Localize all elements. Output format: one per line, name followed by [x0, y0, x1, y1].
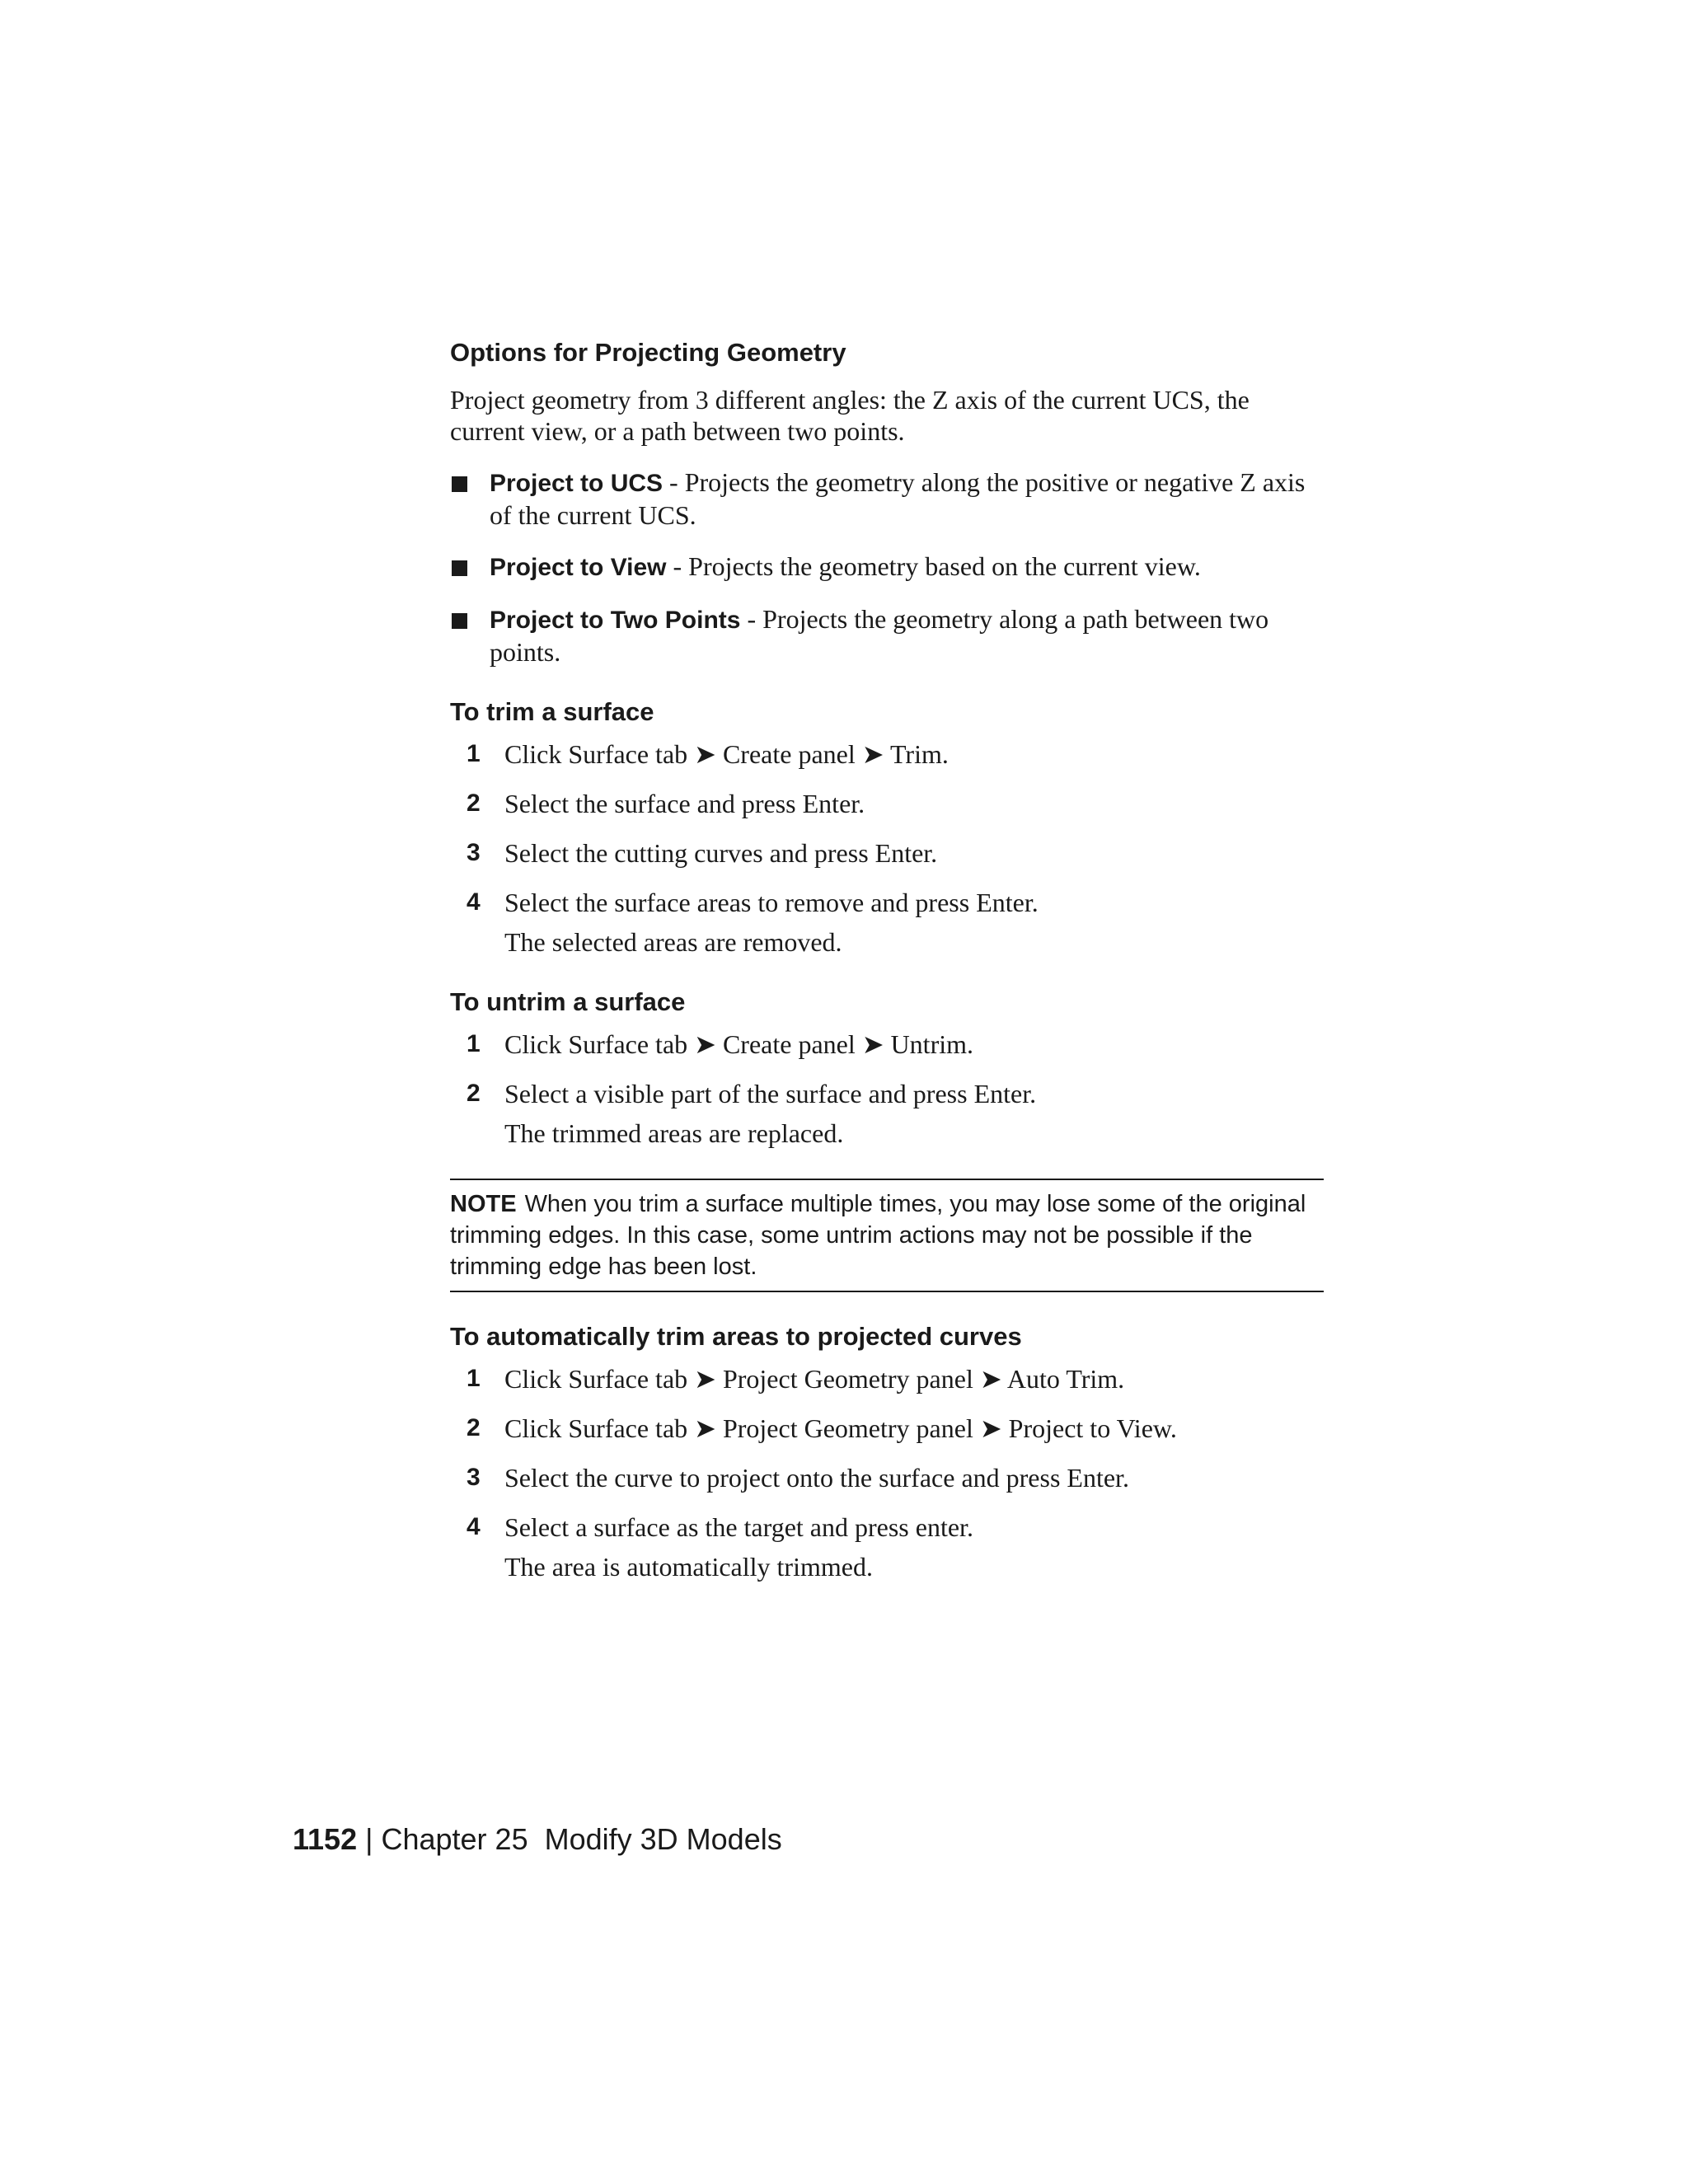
bullet-text: Projects the geometry based on the current view.	[688, 551, 1201, 581]
step-item	[450, 1078, 1324, 1149]
step-item	[450, 738, 1324, 770]
bullet-term: Project to UCS	[490, 470, 663, 497]
projecting-bullet-list	[450, 466, 1324, 668]
trim-heading: To trim a surface	[450, 697, 654, 726]
step-text: Select the surface and press Enter.	[504, 789, 865, 818]
step-number: 1	[467, 1030, 481, 1057]
step-item	[450, 837, 1324, 869]
step-item	[450, 1029, 1324, 1060]
bullet-term: Project to Two Points	[490, 607, 741, 634]
autotrim-section	[450, 1320, 1324, 1582]
square-bullet-icon	[452, 560, 467, 576]
square-bullet-icon	[452, 613, 467, 629]
step-text: Select the curve to project onto the surface and press Enter.	[504, 1463, 1129, 1493]
autotrim-steps	[450, 1363, 1324, 1582]
bullet-separator: -	[740, 604, 763, 634]
step-result: The area is automatically trimmed.	[504, 1552, 873, 1582]
square-bullet-icon	[452, 476, 467, 492]
note-label: NOTE	[450, 1191, 517, 1217]
bullet-item	[450, 466, 1324, 531]
note-box	[450, 1179, 1324, 1292]
step-number: 2	[467, 1414, 481, 1441]
autotrim-heading: To automatically trim areas to projected curves	[450, 1322, 1022, 1351]
untrim-section	[450, 986, 1324, 1149]
step-item	[450, 1511, 1324, 1582]
step-number: 4	[467, 1513, 481, 1540]
bullet-separator: -	[663, 467, 685, 497]
trim-section	[450, 696, 1324, 958]
untrim-heading: To untrim a surface	[450, 987, 686, 1016]
step-result: The selected areas are removed.	[504, 927, 842, 957]
projecting-heading: Options for Projecting Geometry	[450, 338, 846, 367]
step-number: 3	[467, 839, 481, 866]
page-number: 1152	[293, 1822, 358, 1856]
step-text: Select the surface areas to remove and press Enter.	[504, 888, 1039, 917]
step-number: 1	[467, 740, 481, 767]
step-text: Select a surface as the target and press enter.	[504, 1512, 973, 1542]
step-number: 3	[467, 1464, 481, 1491]
step-item	[450, 1413, 1324, 1444]
step-item	[450, 1363, 1324, 1394]
bullet-item	[450, 603, 1324, 668]
bullet-text: Projects the geometry along a path between two points.	[490, 604, 1269, 667]
projecting-section	[450, 336, 1324, 668]
step-text: Click Surface tab ➤ Project Geometry panel ➤ Auto Trim.	[504, 1364, 1125, 1394]
step-text: Select the cutting curves and press Enter.	[504, 838, 938, 868]
bullet-text: Projects the geometry along the positive or negative Z axis of the current UCS.	[490, 467, 1306, 530]
chapter-title: Modify 3D Models	[544, 1822, 782, 1856]
chapter-label: Chapter 25	[381, 1822, 528, 1856]
projecting-intro: Project geometry from 3 different angles: the Z axis of the current UCS, the current view, or a path between two points.	[450, 385, 1250, 446]
step-item	[450, 788, 1324, 819]
step-result: The trimmed areas are replaced.	[504, 1118, 844, 1148]
step-text: Select a visible part of the surface and press Enter.	[504, 1079, 1037, 1108]
step-text: Click Surface tab ➤ Create panel ➤ Untrim.	[504, 1029, 973, 1059]
untrim-steps	[450, 1029, 1324, 1149]
step-item	[450, 887, 1324, 958]
step-number: 2	[467, 1080, 481, 1107]
trim-steps	[450, 738, 1324, 958]
step-text: Click Surface tab ➤ Create panel ➤ Trim.	[504, 739, 949, 769]
bullet-item	[450, 551, 1324, 583]
note-text: When you trim a surface multiple times, you may lose some of the original trimming edges. In this case, some untrim actions may not be possible if the trimming edge has been lost.	[450, 1191, 1306, 1280]
step-text: Click Surface tab ➤ Project Geometry panel ➤ Project to View.	[504, 1413, 1177, 1443]
step-number: 1	[467, 1365, 481, 1392]
page-content	[450, 336, 1324, 1601]
footer-separator: |	[357, 1822, 382, 1856]
bullet-separator: -	[666, 551, 689, 581]
step-number: 2	[467, 790, 481, 817]
step-number: 4	[467, 888, 481, 916]
step-item	[450, 1462, 1324, 1493]
page-footer	[293, 1821, 782, 1858]
bullet-term: Project to View	[490, 554, 667, 581]
